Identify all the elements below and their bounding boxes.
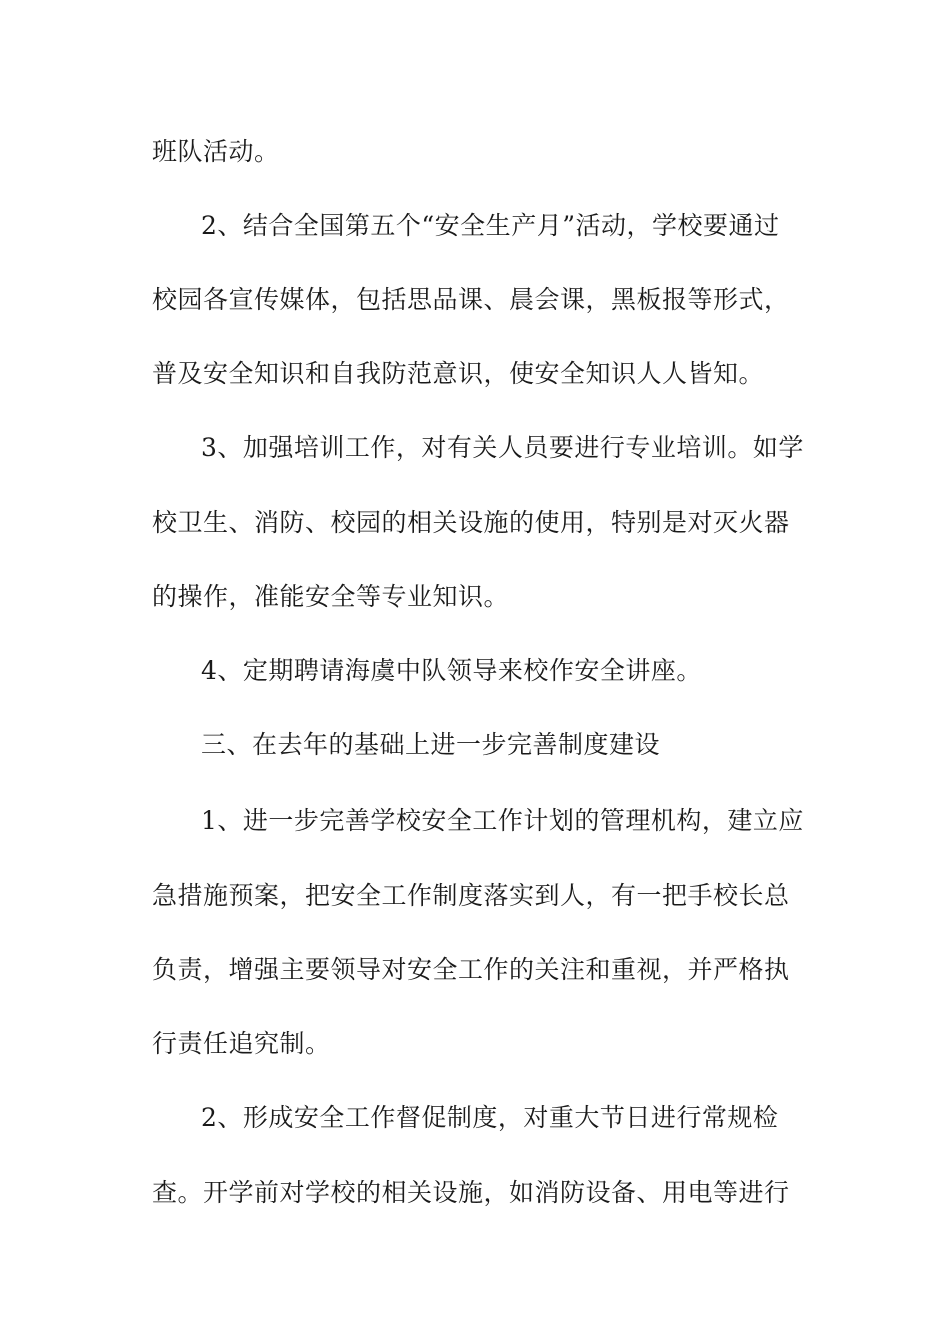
text-line: 校园各宣传媒体，包括思品课、晨会课，黑板报等形式， (152, 285, 790, 314)
text-line: 班队活动。 (152, 137, 280, 166)
text-line: 3、加强培训工作，对有关人员要进行专业培训。如学 (201, 433, 804, 462)
text-line: 2、形成安全工作督促制度，对重大节日进行常规检 (201, 1103, 779, 1132)
text-line: 2、结合全国第五个“安全生产月”活动，学校要通过 (201, 211, 780, 240)
text-line: 1、进一步完善学校安全工作计划的管理机构，建立应 (201, 806, 804, 835)
text-line: 的操作，准能安全等专业知识。 (152, 582, 510, 611)
text-line: 急措施预案，把安全工作制度落实到人，有一把手校长总 (152, 881, 790, 910)
text-line: 负责，增强主要领导对安全工作的关注和重视，并严格执 (152, 955, 790, 984)
section-heading: 三、在去年的基础上进一步完善制度建设 (201, 730, 661, 759)
text-line: 查。开学前对学校的相关设施，如消防设备、用电等进行 (152, 1178, 790, 1207)
text-line: 4、定期聘请海虞中队领导来校作安全讲座。 (201, 656, 702, 685)
text-line: 校卫生、消防、校园的相关设施的使用，特别是对灭火器 (152, 508, 790, 537)
text-line: 行责任追究制。 (152, 1029, 331, 1058)
text-line: 普及安全知识和自我防范意识，使安全知识人人皆知。 (152, 359, 765, 388)
